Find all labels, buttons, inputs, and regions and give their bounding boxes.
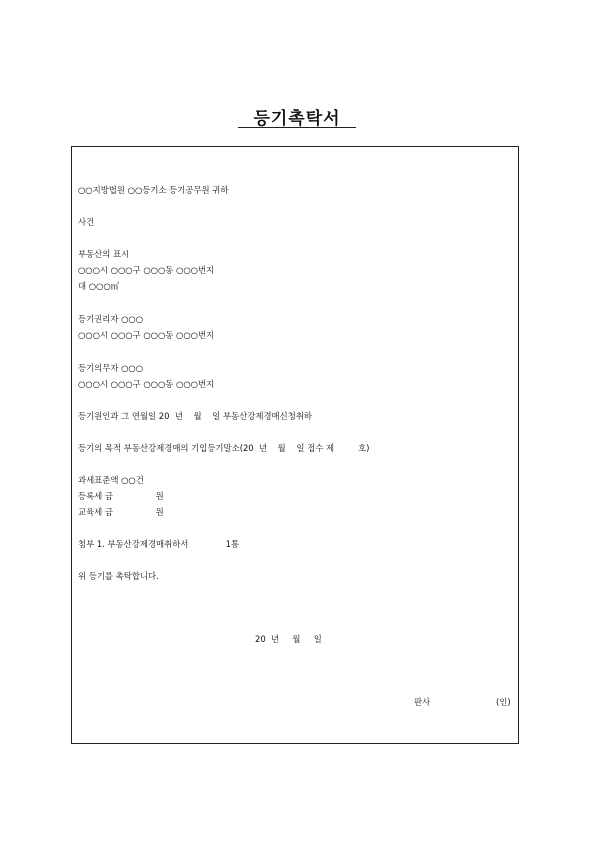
attachment-line: 첨부 1. 부동산강제경매취하서 1통 bbox=[78, 539, 240, 549]
judge-label: 판사 bbox=[414, 697, 431, 707]
document-title: 등기촉탁서 bbox=[253, 109, 341, 129]
right-holder-address: ○○○시 ○○○구 ○○○동 ○○○번지 bbox=[78, 330, 215, 340]
right-holder-label: 등기권리자 ○○○ bbox=[78, 314, 144, 324]
education-tax: 교육세 금 원 bbox=[78, 507, 164, 517]
registration-cause: 등기원인과 그 연월일 20 년 월 일 부동산강제경매신청취하 bbox=[78, 411, 313, 421]
obligor-address: ○○○시 ○○○구 ○○○동 ○○○번지 bbox=[78, 379, 215, 389]
property-heading: 부동산의 표시 bbox=[78, 249, 130, 259]
title-underline bbox=[238, 127, 356, 128]
tax-base: 과세표준액 ○○건 bbox=[78, 475, 144, 485]
request-line: 위 등기를 촉탁합니다. bbox=[78, 571, 159, 581]
registration-tax: 등록세 금 원 bbox=[78, 491, 164, 501]
property-land: 대 ○○○㎡ bbox=[78, 281, 120, 291]
registration-purpose: 등기의 목적 부동산강제경매의 기입등기말소(20 년 월 일 접수 제 호) bbox=[78, 443, 370, 453]
obligor-label: 등기의무자 ○○○ bbox=[78, 363, 144, 373]
seal-mark: (인) bbox=[496, 697, 511, 707]
document-date: 20 년 월 일 bbox=[255, 634, 322, 644]
property-address: ○○○시 ○○○구 ○○○동 ○○○번지 bbox=[78, 265, 215, 275]
case-label: 사건 bbox=[78, 217, 95, 227]
addressee-line: ○○지방법원 ○○등기소 등기공무원 귀하 bbox=[78, 185, 229, 195]
